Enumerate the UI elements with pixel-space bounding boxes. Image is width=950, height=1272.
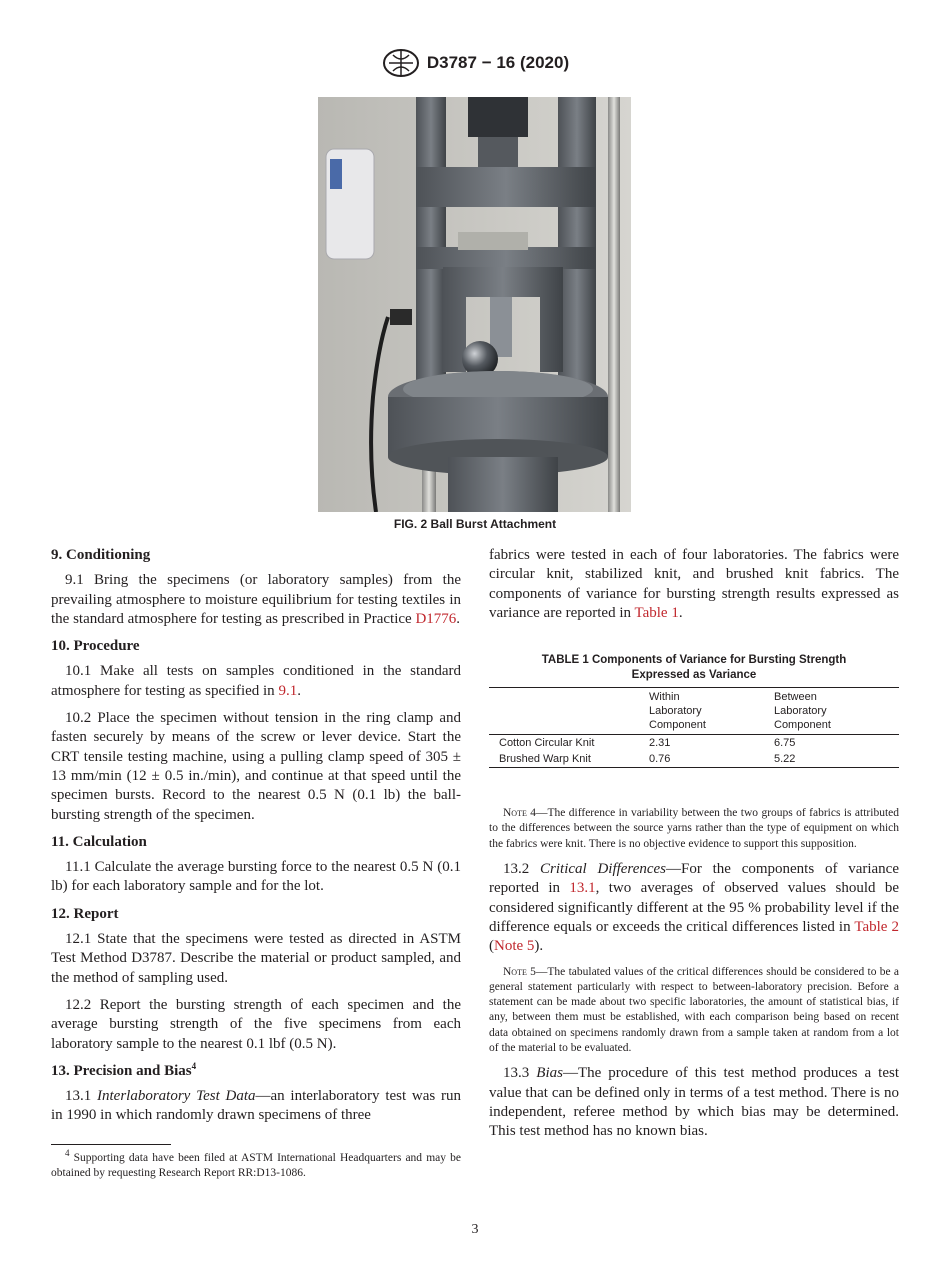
page-header: [0, 48, 950, 83]
link-9-1[interactable]: 9.1: [278, 682, 298, 699]
link-table-1[interactable]: Table 1: [634, 604, 679, 621]
paragraph-13-2: 13.2 Critical Differences—For the components of variance reported in 13.1, two averages of observed values should be considered significantly different at the 95 % probability level if the difference equals or exceeds the critical differences listed in Table 2 (Note 5).: [489, 861, 900, 955]
section-heading-report: 12. Report: [51, 905, 119, 922]
table-row: [489, 751, 899, 768]
note-5: Note 5—The tabulated values of the critical differences should be considered to be a general statement particularly with respect to between-laboratory precision. Before a statement can be made about two specific laboratories, the amount of statistical bias, if any, between them must be established, with each comparison being based on recent data obtained on specimens randomly drawn from a sample taken at random from a lot of the material to be evaluated.: [489, 965, 899, 1055]
section-heading-precision-bias: 13. Precision and Bias$^4$: [51, 1060, 197, 1079]
table-cell: Cotton Circular Knit: [499, 737, 595, 750]
table-header-cell: Between Laboratory Component: [774, 691, 831, 732]
footnote-marker[interactable]: 4: [191, 1060, 197, 1071]
table-row: [489, 735, 899, 752]
paragraph-12-2: 12.2 Report the bursting strength of each specimen and the average bursting strength of the five specimens from each laboratory sample to the nearest 0.1 lbf (0.5 N).: [51, 996, 461, 1052]
table-cell: 6.75: [774, 737, 796, 750]
left-column: [51, 546, 461, 1181]
link-note-5[interactable]: Note 5: [494, 938, 535, 955]
table-header-cell: Within Laboratory Component: [649, 691, 706, 732]
note-4: Note 4—The difference in variability between the two groups of fabrics is attributed to the differences between the source yarns rather than the type of equipment on which the fabrics were knit. There is no objective evidence to support this supposition.: [489, 807, 899, 850]
footnote-4: $^4$ Supporting data have been filed at ASTM International Headquarters and may be obtained by requesting Research Report RR:D13-1086.: [51, 1147, 461, 1179]
table-cell: 2.31: [649, 737, 671, 750]
section-heading-calculation: 11. Calculation: [51, 833, 147, 850]
paragraph-12-1: 12.1 State that the specimens were tested as directed in ASTM Test Method D3787. Describe the material or product sampled, and the method of sampling used.: [51, 931, 461, 986]
paragraph-11-1: 11.1 Calculate the average bursting force to the nearest 0.5 N (0.1 lb) for each laboratory sample and for the lot.: [51, 859, 461, 895]
paragraph-13-1-continued: fabrics were tested in each of four laboratories. The fabrics were circular knit, stabilized knit, and brushed knit fabrics. The components of variance for bursting strength results expressed as variance are reported in Table 1.: [489, 547, 899, 621]
link-13-1[interactable]: 13.1: [569, 880, 596, 897]
link-d1776[interactable]: D1776: [415, 610, 457, 627]
footnote-divider: [51, 1144, 171, 1145]
document-designation: D3787 − 16 (2020): [426, 53, 570, 72]
page-number: 3: [471, 1222, 479, 1237]
section-heading-conditioning: 9. Conditioning: [51, 547, 151, 563]
variance-table: [489, 687, 899, 768]
paragraph-13-3: 13.3 Bias—The procedure of this test method produces a test value that can be defined only in terms of a test method. There is no independent, referee method by which bias may be determined. This test method has no known bias.: [489, 1065, 900, 1140]
table-header-row: [489, 688, 899, 735]
table-cell: Brushed Warp Knit: [489, 751, 649, 768]
table-cell: 0.76: [649, 751, 774, 768]
link-table-2[interactable]: Table 2: [854, 918, 899, 935]
table-cell: 5.22: [774, 751, 899, 768]
figure-caption: FIG. 2 Ball Burst Attachment: [393, 517, 557, 531]
paragraph-13-1: 13.1 Interlaboratory Test Data—an interlaboratory test was run in 1990 in which randomly drawn specimens of three: [51, 1088, 461, 1124]
table-1-title: TABLE 1 Components of Variance for Bursting Strength Expressed as Variance: [541, 654, 847, 681]
right-column: [489, 546, 899, 1150]
table-header-cell: [489, 688, 649, 735]
section-heading-procedure: 10. Procedure: [51, 638, 140, 655]
ball-burst-attachment-photo: [318, 97, 631, 512]
astm-logo: [381, 48, 421, 78]
paragraph-9-1: 9.1 Bring the specimens (or laboratory samples) from the prevailing atmosphere to moisture equilibrium for testing textiles in the standard atmosphere for testing as prescribed in Practice D1776.: [51, 572, 461, 627]
paragraph-10-1: 10.1 Make all tests on samples conditioned in the standard atmosphere for testing as specified in 9.1.: [51, 663, 461, 699]
paragraph-10-2: 10.2 Place the specimen without tension in the ring clamp and fasten securely by means of the screw or lever device. Start the CRT tensile testing machine, using a pulling clamp speed of 305 ± 13 mm/min (12 ± 0.5 in./min), and continue at that speed until the specimen bursts. Record to the nearest 0.5 N (0.1 lb) the ball-bursting strength of the specimen.: [51, 710, 461, 823]
